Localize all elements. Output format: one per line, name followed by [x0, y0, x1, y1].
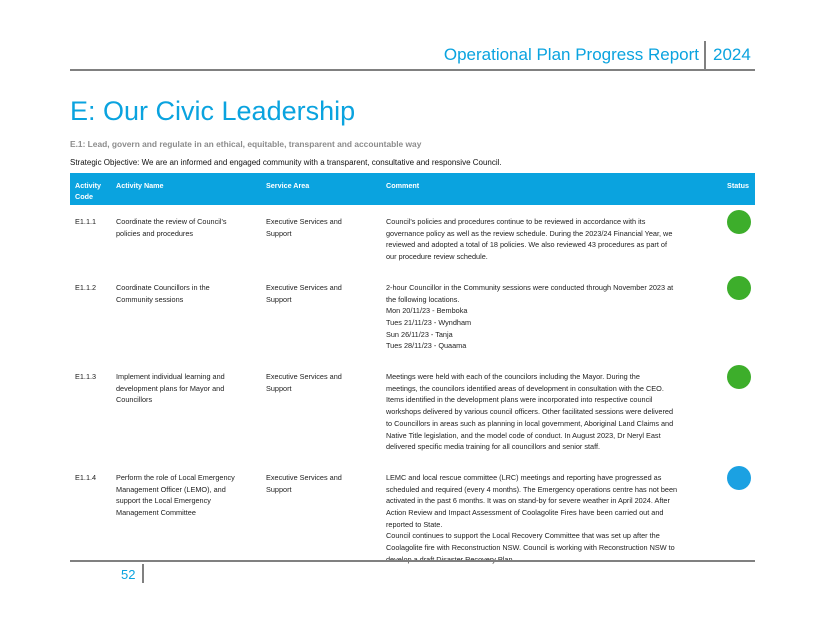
comment-line: Items identified in the development plans were incorporated into respective council [386, 395, 653, 405]
activity-table [70, 173, 755, 574]
service-area [266, 282, 386, 352]
status-cell [716, 216, 755, 263]
comment-line: Tues 28/11/23 - Quaama [386, 341, 467, 351]
activity-name-line: Implement individual learning and [116, 372, 225, 382]
service-area [266, 371, 386, 453]
activity-code: E1.1.1 [75, 217, 97, 226]
status-indicator-icon [727, 210, 751, 234]
activity-name-line: Community sessions [116, 294, 184, 304]
status-indicator-icon [727, 276, 751, 300]
comment-line: Tues 21/11/23 - Wyndham [386, 317, 472, 327]
comment-line: scheduled and required (every 4 months). The Emergency operations centre has not been [386, 484, 678, 494]
comment-line: Council continues to support the Local Recovery Committee that was set up after the [386, 531, 660, 541]
activity-name [116, 371, 266, 453]
activity-name-line: Coordinate Councillors in the [116, 282, 210, 292]
comment-line: meetings, the councilors identified areas of development in consultation with the CEO. [386, 383, 664, 393]
status-cell [716, 472, 755, 566]
activity-code: E1.1.4 [75, 472, 97, 482]
header-status: Status [727, 181, 749, 190]
activity-code: E1.1.2 [75, 282, 97, 292]
status-indicator-icon [727, 466, 751, 490]
service-area-line: Executive Services and [266, 372, 342, 382]
comment-line: Council's policies and procedures continue to be reviewed in accordance with its [386, 217, 646, 226]
comment-line: to Councillors in areas such as planning in local government, Aboriginal Land Claims and [386, 418, 674, 428]
strategic-objective: Strategic Objective: We are an informed and engaged community with a transparent, consultative and responsive Council. [70, 158, 502, 167]
comment-line: activated in the past 6 months. It was on stand-by for severe weather in April 2024. After [386, 496, 670, 506]
table-row [70, 461, 755, 574]
activity-name-line: development plans for Mayor and [116, 383, 225, 393]
comment-line: our procedure review schedule. [386, 252, 488, 262]
activity-name-line: Perform the role of Local Emergency [116, 472, 235, 482]
status-cell [716, 371, 755, 453]
report-header-year: 2024 [713, 45, 751, 64]
header-comment: Comment [386, 181, 420, 190]
service-area-line: Support [266, 484, 292, 494]
comment-line: 2-hour Councillor in the Community sessions were conducted through November 2023 at [386, 282, 674, 292]
section-subtitle: E.1: Lead, govern and regulate in an ethical, equitable, transparent and accountable way [70, 139, 422, 149]
service-area-line: Executive Services and [266, 217, 342, 226]
table-row [70, 205, 755, 271]
activity-name-line: Management Officer (LEMO), and [116, 484, 226, 494]
activity-name-line: policies and procedures [116, 228, 194, 238]
comment-line: reviewed and adopted a total of 18 policies. We also reviewed 43 procedures as part of [386, 240, 667, 250]
activity-name-line: support the Local Emergency [116, 496, 211, 506]
service-area [266, 472, 386, 566]
comment-line: the following locations. [386, 294, 460, 304]
header-code-line: Code [75, 192, 93, 201]
comment-line: Sun 26/11/23 - Tanja [386, 329, 453, 339]
service-area-line: Executive Services and [266, 282, 342, 292]
header-activity-name: Activity Name [116, 181, 164, 190]
section-title: E: Our Civic Leadership [70, 96, 356, 126]
header-activity-code [70, 173, 116, 205]
table-header [70, 173, 755, 205]
comment-line: workshops delivered by various council officers. Other facilitated sessions were delivered [386, 407, 674, 417]
comment [386, 216, 716, 263]
service-area-line: Support [266, 383, 292, 393]
footer-rule [70, 560, 755, 562]
activity-name-line: Management Committee [116, 508, 196, 518]
header-separator [704, 41, 706, 70]
header-service-area: Service Area [266, 181, 310, 190]
header-rule [70, 69, 755, 71]
activity-name-line: Coordinate the review of Council's [116, 217, 227, 226]
comment-line: Meetings were held with each of the councilors including the Mayor. During the [386, 372, 640, 382]
report-header-title: Operational Plan Progress Report [443, 45, 699, 64]
comment-line: reported to State. [386, 519, 443, 529]
comment-line: Native Title legislation, and the model code of conduct. In August 2023, Dr Neryl East [386, 430, 661, 440]
service-area-line: Support [266, 294, 292, 304]
table-row [70, 271, 755, 360]
service-area [266, 216, 386, 263]
comment [386, 472, 716, 566]
activity-name [116, 216, 266, 263]
activity-name [116, 282, 266, 352]
table-body [70, 205, 755, 574]
activity-name [116, 472, 266, 566]
comment-line: Coolagolite fire with Reconstruction NSW. Council is working with Reconstruction NSW to [386, 543, 675, 553]
comment [386, 371, 716, 453]
header-code-line: Activity [75, 181, 101, 190]
status-indicator-icon [727, 365, 751, 389]
service-area-line: Executive Services and [266, 472, 342, 482]
activity-name-line: Councillors [116, 395, 153, 405]
comment [386, 282, 716, 352]
comment-line: delivered specific media training for all councillors and senior staff. [386, 442, 601, 452]
service-area-line: Support [266, 228, 292, 238]
table-row [70, 360, 755, 461]
comment-line: Mon 20/11/23 - Bemboka [386, 306, 468, 316]
comment-line: Action Review and Impact Assessment of Coolagolite Fires have been carried out and [386, 508, 664, 518]
footer-separator [142, 564, 144, 583]
comment-line: governance policy as well as the review schedule. During the 2023/24 Financial Year, we [386, 228, 673, 238]
status-cell [716, 282, 755, 352]
page-number: 52 [121, 567, 136, 582]
activity-code: E1.1.3 [75, 372, 97, 382]
comment-line: LEMC and local rescue committee (LRC) meetings and reporting have progressed as [386, 472, 662, 482]
